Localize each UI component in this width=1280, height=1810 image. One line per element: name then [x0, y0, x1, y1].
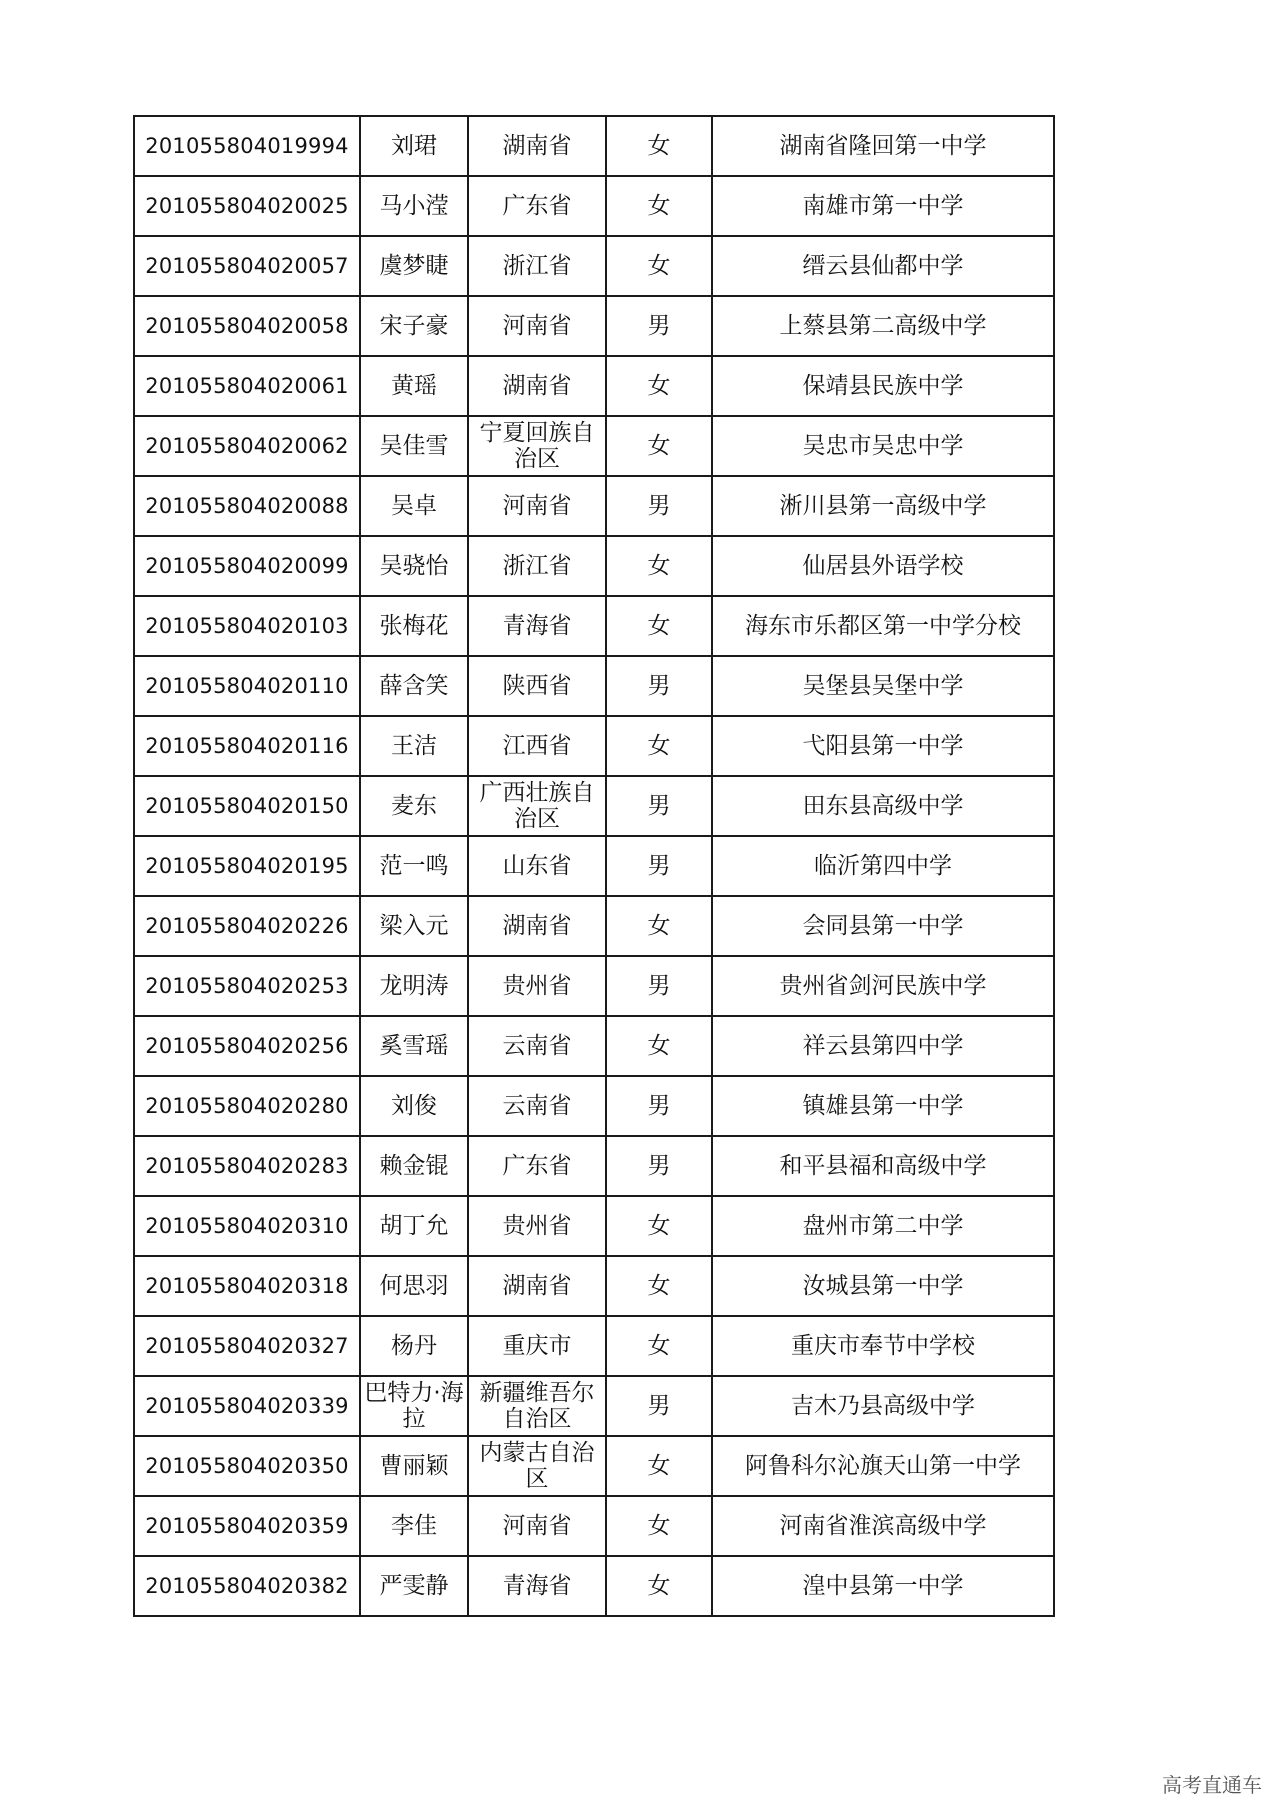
- cell-name: 胡丁允: [360, 1196, 468, 1256]
- cell-school: 海东市乐都区第一中学分校: [712, 596, 1054, 656]
- table-row: [134, 1076, 1054, 1136]
- table-row: [134, 1196, 1054, 1256]
- cell-name: 吴卓: [360, 476, 468, 536]
- table-row: [134, 1136, 1054, 1196]
- cell-id: 201055804020057: [134, 236, 360, 296]
- cell-name: 赖金锟: [360, 1136, 468, 1196]
- cell-name: 马小滢: [360, 176, 468, 236]
- cell-id: 201055804020226: [134, 896, 360, 956]
- cell-school: 吴堡县吴堡中学: [712, 656, 1054, 716]
- cell-name: 刘珺: [360, 116, 468, 176]
- cell-gender: 女: [606, 896, 712, 956]
- table-row: [134, 1496, 1054, 1556]
- cell-province: 宁夏回族自治区: [468, 416, 606, 476]
- table-row: [134, 176, 1054, 236]
- cell-gender: 女: [606, 116, 712, 176]
- table-row: [134, 236, 1054, 296]
- table-row: [134, 896, 1054, 956]
- cell-id: 201055804020382: [134, 1556, 360, 1616]
- cell-school: 贵州省剑河民族中学: [712, 956, 1054, 1016]
- cell-gender: 女: [606, 416, 712, 476]
- cell-gender: 女: [606, 1556, 712, 1616]
- cell-school: 盘州市第二中学: [712, 1196, 1054, 1256]
- table-row: [134, 716, 1054, 776]
- cell-name: 杨丹: [360, 1316, 468, 1376]
- table-row: [134, 656, 1054, 716]
- table-body: [134, 116, 1054, 1616]
- cell-province: 湖南省: [468, 896, 606, 956]
- table-row: [134, 836, 1054, 896]
- cell-province: 湖南省: [468, 116, 606, 176]
- cell-school: 南雄市第一中学: [712, 176, 1054, 236]
- table-row: [134, 956, 1054, 1016]
- cell-gender: 女: [606, 1316, 712, 1376]
- cell-gender: 男: [606, 296, 712, 356]
- cell-school: 田东县高级中学: [712, 776, 1054, 836]
- table-row: [134, 416, 1054, 476]
- cell-province: 河南省: [468, 1496, 606, 1556]
- cell-province: 陕西省: [468, 656, 606, 716]
- table-row: [134, 1556, 1054, 1616]
- cell-name: 李佳: [360, 1496, 468, 1556]
- cell-id: 201055804020099: [134, 536, 360, 596]
- cell-school: 保靖县民族中学: [712, 356, 1054, 416]
- cell-province: 贵州省: [468, 1196, 606, 1256]
- table-row: [134, 356, 1054, 416]
- cell-school: 重庆市奉节中学校: [712, 1316, 1054, 1376]
- cell-name: 龙明涛: [360, 956, 468, 1016]
- cell-id: 201055804020283: [134, 1136, 360, 1196]
- cell-province: 云南省: [468, 1076, 606, 1136]
- cell-name: 黄瑶: [360, 356, 468, 416]
- cell-gender: 女: [606, 1436, 712, 1496]
- cell-gender: 女: [606, 1196, 712, 1256]
- cell-province: 浙江省: [468, 236, 606, 296]
- cell-gender: 男: [606, 1076, 712, 1136]
- cell-id: 201055804020088: [134, 476, 360, 536]
- cell-id: 201055804020280: [134, 1076, 360, 1136]
- cell-gender: 男: [606, 656, 712, 716]
- cell-id: 201055804020327: [134, 1316, 360, 1376]
- table-row: [134, 596, 1054, 656]
- cell-gender: 男: [606, 836, 712, 896]
- cell-id: 201055804020058: [134, 296, 360, 356]
- cell-school: 河南省淮滨高级中学: [712, 1496, 1054, 1556]
- cell-gender: 女: [606, 1016, 712, 1076]
- cell-province: 青海省: [468, 596, 606, 656]
- cell-id: 201055804020310: [134, 1196, 360, 1256]
- cell-name: 严雯静: [360, 1556, 468, 1616]
- cell-province: 山东省: [468, 836, 606, 896]
- cell-school: 吉木乃县高级中学: [712, 1376, 1054, 1436]
- cell-name: 奚雪瑶: [360, 1016, 468, 1076]
- cell-id: 201055804020253: [134, 956, 360, 1016]
- cell-school: 汝城县第一中学: [712, 1256, 1054, 1316]
- cell-school: 仙居县外语学校: [712, 536, 1054, 596]
- cell-id: 201055804019994: [134, 116, 360, 176]
- cell-gender: 女: [606, 356, 712, 416]
- table-row: [134, 1436, 1054, 1496]
- cell-gender: 男: [606, 1376, 712, 1436]
- cell-gender: 男: [606, 1136, 712, 1196]
- cell-gender: 女: [606, 596, 712, 656]
- cell-gender: 女: [606, 536, 712, 596]
- table-row: [134, 1376, 1054, 1436]
- cell-id: 201055804020103: [134, 596, 360, 656]
- cell-province: 青海省: [468, 1556, 606, 1616]
- cell-name: 薛含笑: [360, 656, 468, 716]
- cell-gender: 女: [606, 176, 712, 236]
- cell-school: 阿鲁科尔沁旗天山第一中学: [712, 1436, 1054, 1496]
- cell-name: 巴特力·海拉: [360, 1376, 468, 1436]
- cell-gender: 男: [606, 956, 712, 1016]
- cell-id: 201055804020359: [134, 1496, 360, 1556]
- cell-id: 201055804020339: [134, 1376, 360, 1436]
- table-row: [134, 1256, 1054, 1316]
- cell-school: 镇雄县第一中学: [712, 1076, 1054, 1136]
- cell-school: 临沂第四中学: [712, 836, 1054, 896]
- cell-province: 河南省: [468, 296, 606, 356]
- cell-id: 201055804020061: [134, 356, 360, 416]
- cell-gender: 女: [606, 236, 712, 296]
- cell-school: 和平县福和高级中学: [712, 1136, 1054, 1196]
- cell-province: 浙江省: [468, 536, 606, 596]
- cell-school: 缙云县仙都中学: [712, 236, 1054, 296]
- cell-name: 虞梦睫: [360, 236, 468, 296]
- cell-id: 201055804020150: [134, 776, 360, 836]
- table-row: [134, 536, 1054, 596]
- cell-province: 新疆维吾尔自治区: [468, 1376, 606, 1436]
- cell-gender: 男: [606, 776, 712, 836]
- cell-id: 201055804020116: [134, 716, 360, 776]
- cell-id: 201055804020318: [134, 1256, 360, 1316]
- cell-name: 吴佳雪: [360, 416, 468, 476]
- cell-gender: 女: [606, 716, 712, 776]
- table-row: [134, 476, 1054, 536]
- table-row: [134, 116, 1054, 176]
- cell-name: 梁入元: [360, 896, 468, 956]
- table-row: [134, 296, 1054, 356]
- cell-school: 吴忠市吴忠中学: [712, 416, 1054, 476]
- table-row: [134, 1016, 1054, 1076]
- cell-name: 何思羽: [360, 1256, 468, 1316]
- cell-id: 201055804020025: [134, 176, 360, 236]
- cell-id: 201055804020350: [134, 1436, 360, 1496]
- cell-school: 湟中县第一中学: [712, 1556, 1054, 1616]
- cell-id: 201055804020256: [134, 1016, 360, 1076]
- student-table: [133, 115, 1055, 1617]
- cell-name: 张梅花: [360, 596, 468, 656]
- cell-name: 曹丽颖: [360, 1436, 468, 1496]
- cell-school: 会同县第一中学: [712, 896, 1054, 956]
- watermark-text: 高考直通车: [1162, 1773, 1262, 1797]
- cell-school: 淅川县第一高级中学: [712, 476, 1054, 536]
- table-row: [134, 1316, 1054, 1376]
- cell-name: 范一鸣: [360, 836, 468, 896]
- cell-school: 湖南省隆回第一中学: [712, 116, 1054, 176]
- cell-name: 王洁: [360, 716, 468, 776]
- cell-province: 江西省: [468, 716, 606, 776]
- cell-province: 广东省: [468, 1136, 606, 1196]
- cell-province: 贵州省: [468, 956, 606, 1016]
- cell-school: 上蔡县第二高级中学: [712, 296, 1054, 356]
- cell-school: 弋阳县第一中学: [712, 716, 1054, 776]
- cell-name: 刘俊: [360, 1076, 468, 1136]
- cell-name: 麦东: [360, 776, 468, 836]
- cell-province: 广东省: [468, 176, 606, 236]
- cell-gender: 女: [606, 1496, 712, 1556]
- cell-gender: 男: [606, 476, 712, 536]
- cell-province: 湖南省: [468, 1256, 606, 1316]
- cell-id: 201055804020062: [134, 416, 360, 476]
- cell-school: 祥云县第四中学: [712, 1016, 1054, 1076]
- table-row: [134, 776, 1054, 836]
- cell-province: 重庆市: [468, 1316, 606, 1376]
- cell-province: 广西壮族自治区: [468, 776, 606, 836]
- cell-name: 宋子豪: [360, 296, 468, 356]
- cell-province: 内蒙古自治区: [468, 1436, 606, 1496]
- cell-id: 201055804020195: [134, 836, 360, 896]
- cell-name: 吴骁怡: [360, 536, 468, 596]
- cell-province: 云南省: [468, 1016, 606, 1076]
- cell-province: 河南省: [468, 476, 606, 536]
- cell-province: 湖南省: [468, 356, 606, 416]
- cell-gender: 女: [606, 1256, 712, 1316]
- cell-id: 201055804020110: [134, 656, 360, 716]
